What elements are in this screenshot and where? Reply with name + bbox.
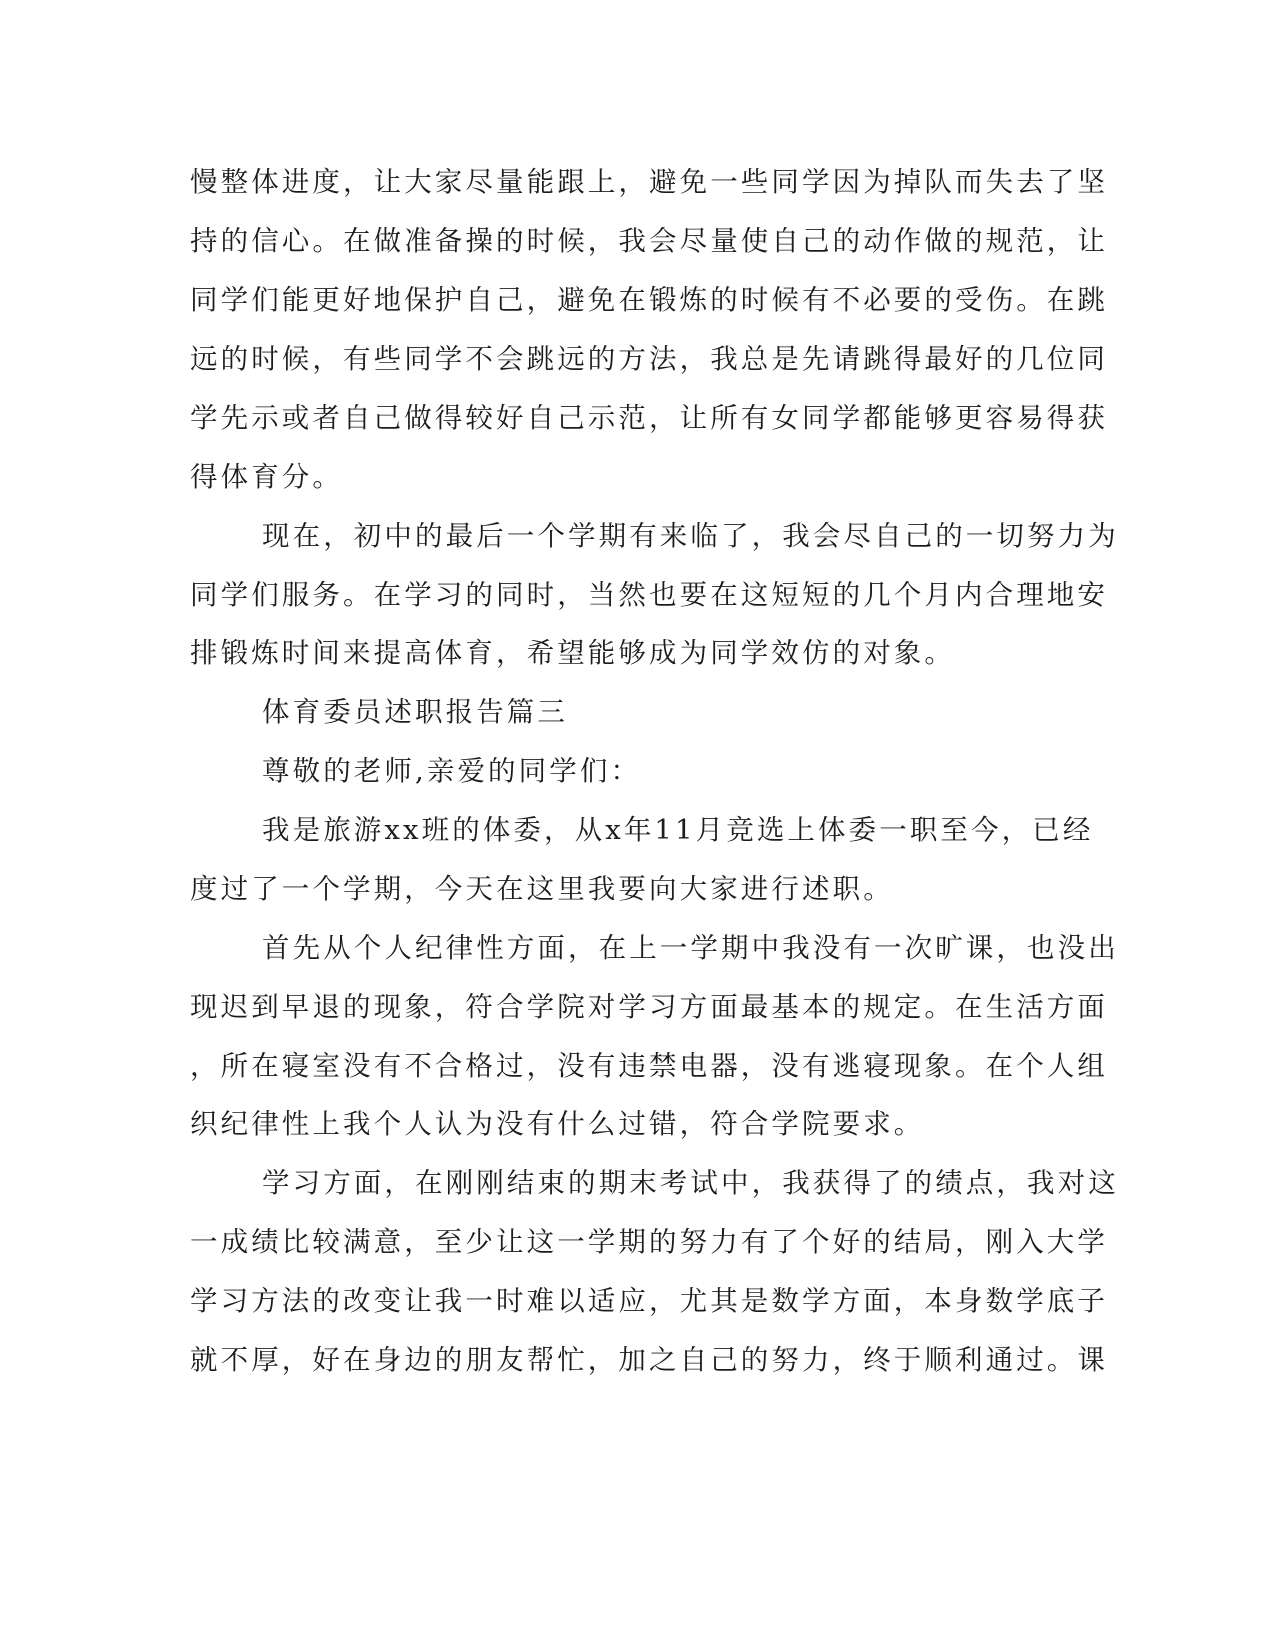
text-line: 学习方法的改变让我一时难以适应，尤其是数学方面，本身数学底子 bbox=[190, 1285, 1108, 1317]
text-line: 学先示或者自己做得较好自己示范，让所有女同学都能够更容易得获 bbox=[190, 402, 1108, 434]
text-line: 一成绩比较满意，至少让这一学期的努力有了个好的结局，刚入大学 bbox=[190, 1226, 1108, 1258]
paragraph-first-line: 首先从个人纪律性方面，在上一学期中我没有一次旷课，也没出 bbox=[262, 932, 1119, 964]
text-line: 慢整体进度，让大家尽量能跟上，避免一些同学因为掉队而失去了坚 bbox=[190, 166, 1108, 198]
text-line: ，所在寝室没有不合格过，没有违禁电器，没有逃寝现象。在个人组 bbox=[190, 1050, 1108, 1082]
text-line: 同学们服务。在学习的同时，当然也要在这短短的几个月内合理地安 bbox=[190, 579, 1108, 611]
paragraph-first-line: 学习方面，在刚刚结束的期末考试中，我获得了的绩点，我对这 bbox=[262, 1167, 1119, 1199]
text-line: 持的信心。在做准备操的时候，我会尽量使自己的动作做的规范，让 bbox=[190, 225, 1108, 257]
text-line: 度过了一个学期，今天在这里我要向大家进行述职。 bbox=[190, 873, 894, 905]
salutation: 尊敬的老师,亲爱的同学们： bbox=[262, 755, 642, 787]
paragraph-first-line: 现在，初中的最后一个学期有来临了，我会尽自己的一切努力为 bbox=[262, 520, 1119, 552]
text-line: 排锻炼时间来提高体育，希望能够成为同学效仿的对象。 bbox=[190, 637, 955, 669]
section-heading: 体育委员述职报告篇三 bbox=[262, 696, 568, 728]
text-line: 得体育分。 bbox=[190, 461, 343, 493]
text-line: 现迟到早退的现象，符合学院对学习方面最基本的规定。在生活方面 bbox=[190, 991, 1108, 1023]
paragraph-first-line: 我是旅游xx班的体委，从x年11月竞选上体委一职至今，已经 bbox=[262, 814, 1094, 846]
text-line: 远的时候，有些同学不会跳远的方法，我总是先请跳得最好的几位同 bbox=[190, 343, 1108, 375]
text-line: 织纪律性上我个人认为没有什么过错，符合学院要求。 bbox=[190, 1108, 925, 1140]
text-line: 同学们能更好地保护自己，避免在锻炼的时候有不必要的受伤。在跳 bbox=[190, 284, 1108, 316]
text-line: 就不厚，好在身边的朋友帮忙，加之自己的努力，终于顺利通过。课 bbox=[190, 1344, 1108, 1376]
